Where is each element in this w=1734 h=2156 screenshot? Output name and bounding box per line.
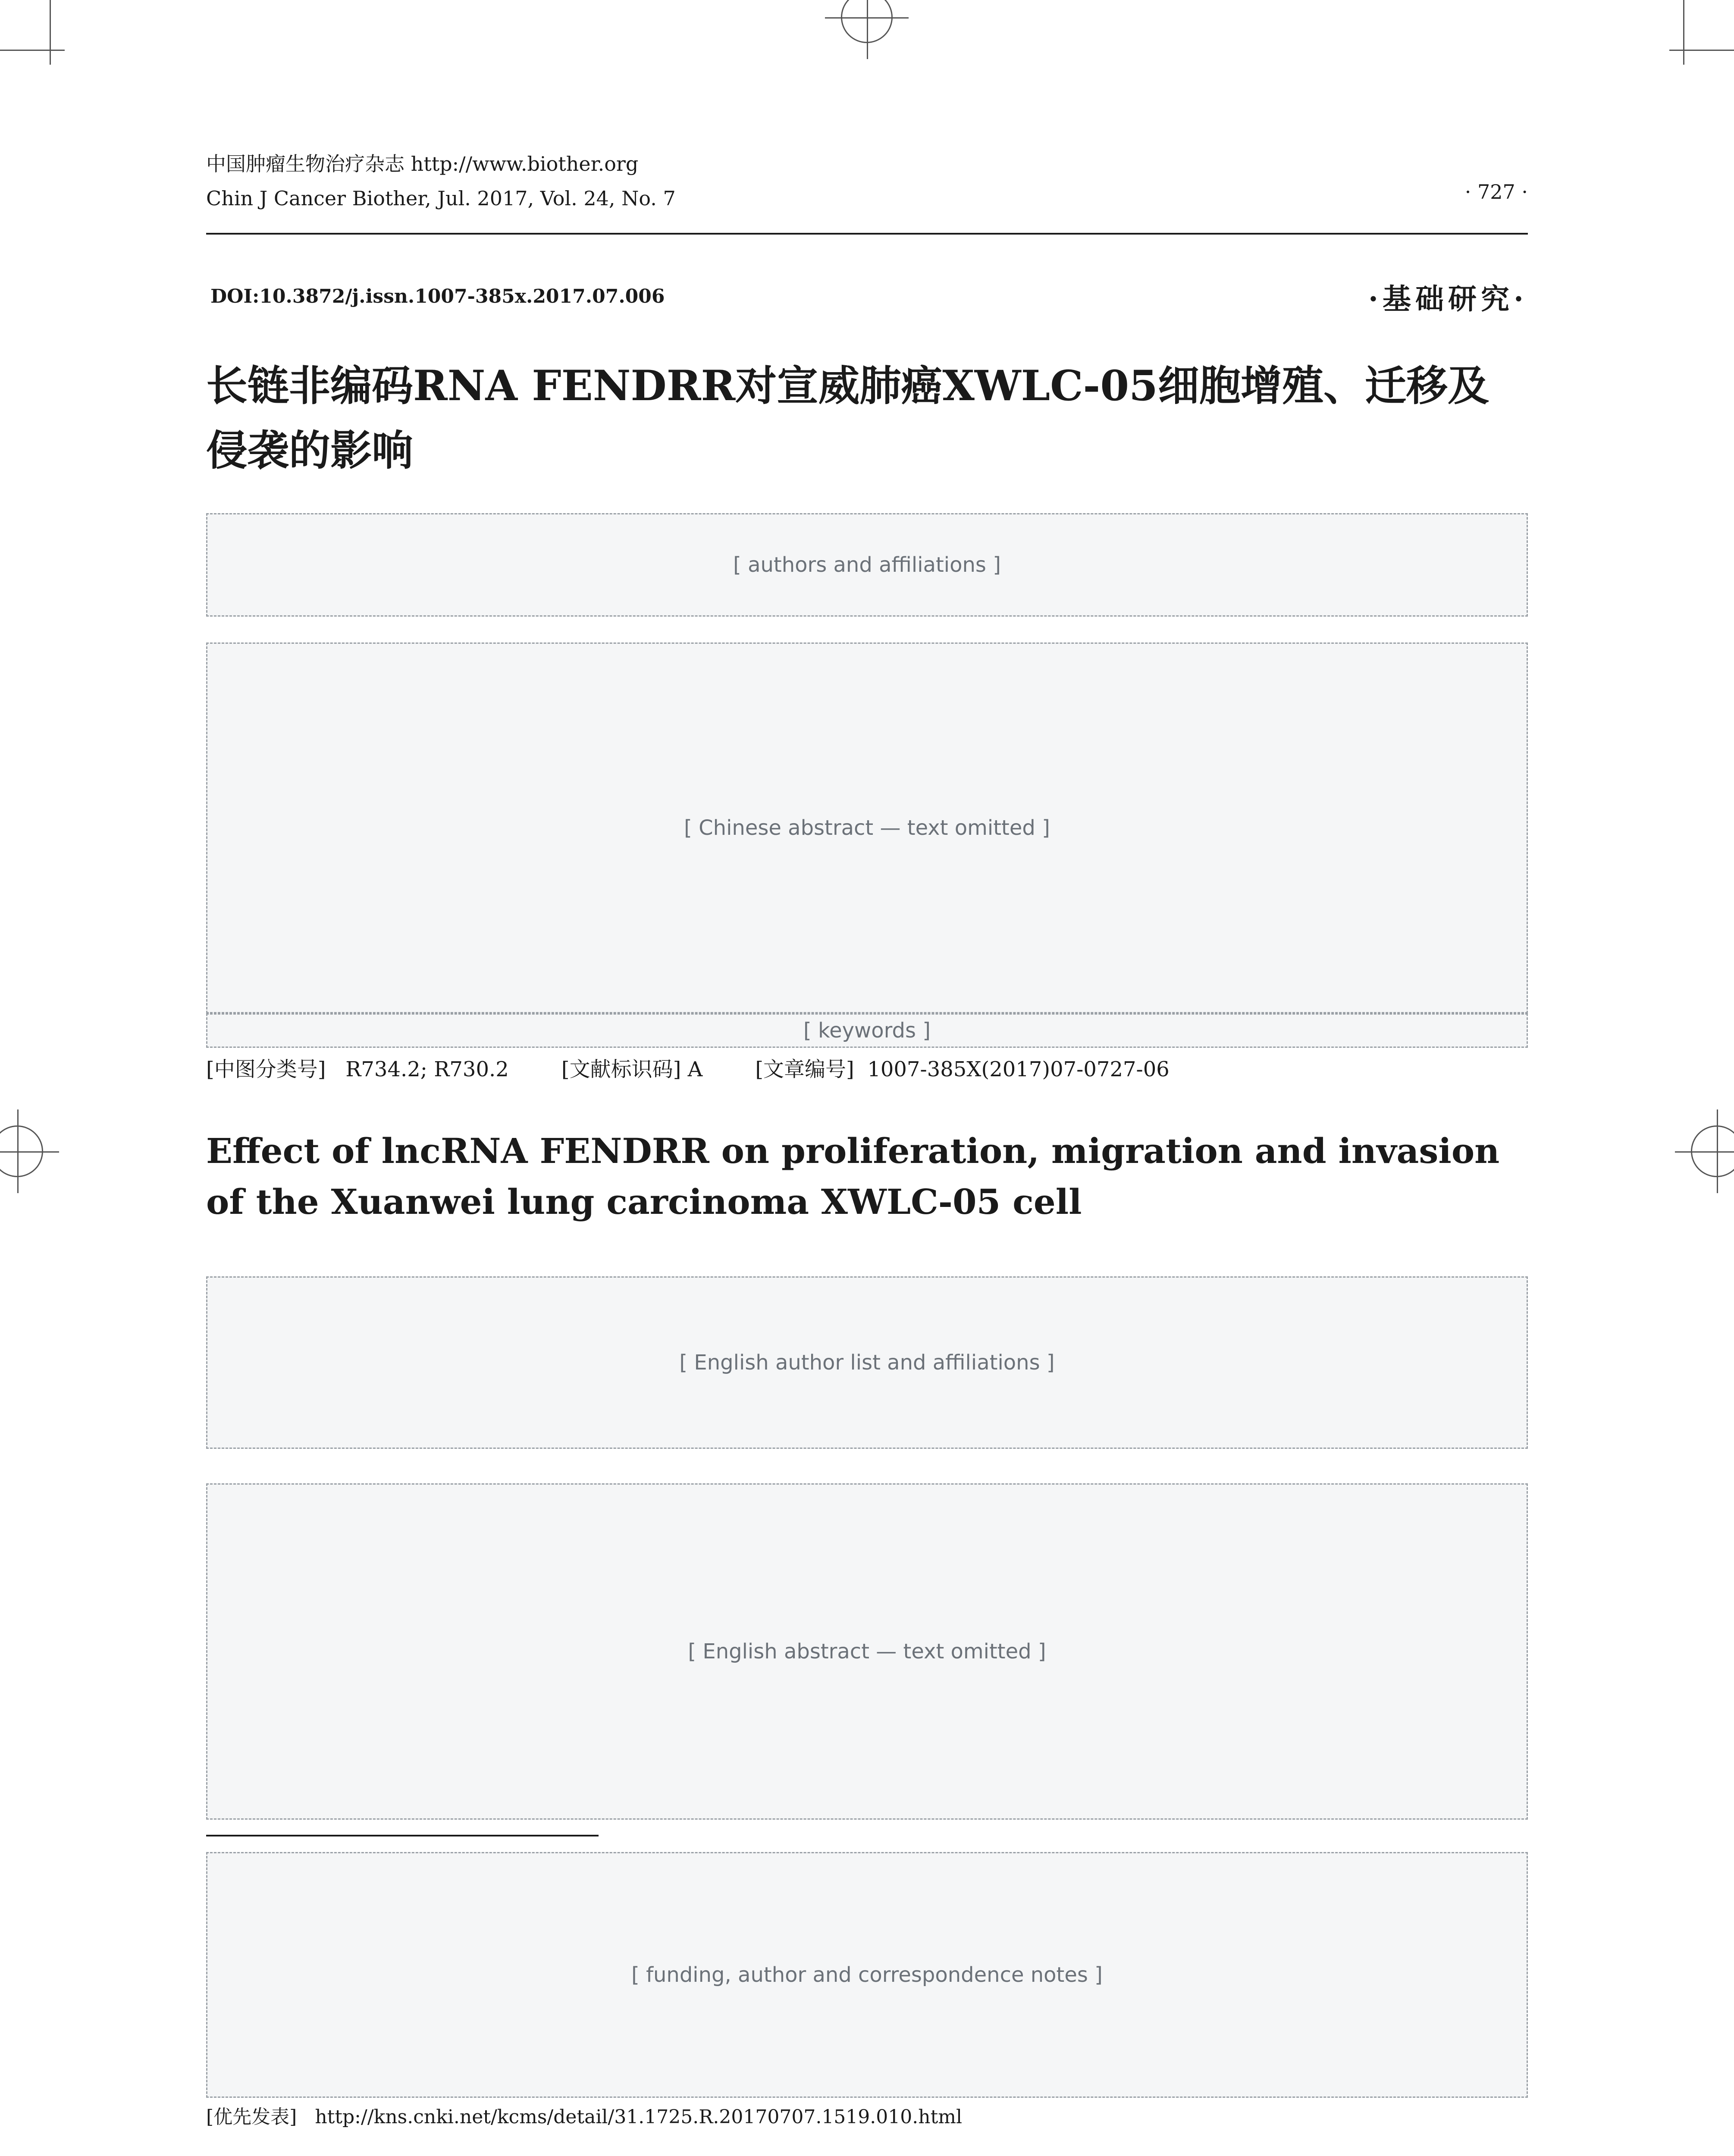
doi[interactable]: DOI:10.3872/j.issn.1007-385x.2017.07.006 <box>210 285 665 307</box>
journal-name: 中国肿瘤生物治疗杂志 <box>206 152 404 175</box>
journal-url[interactable]: http://www.biother.org <box>411 152 639 175</box>
crop-mark <box>1683 0 1684 65</box>
footnote-rule <box>206 1835 599 1836</box>
crop-mark <box>0 50 65 51</box>
authors-placeholder: [ authors and affiliations ] <box>206 513 1528 617</box>
registration-mark-icon <box>841 0 893 43</box>
article-title-en: Effect of lncRNA FENDRR on proliferation, migration and invasion of the Xuanwei lung carcinoma XWLC-05 cell <box>206 1131 1500 1222</box>
page-number: · 727 · <box>1464 180 1528 204</box>
crop-mark <box>50 0 51 65</box>
article-title: 长链非编码RNA FENDRR对宣威肺癌XWLC-05细胞增殖、迁移及侵袭的影响 <box>206 361 1489 475</box>
registration-mark-icon <box>0 1125 43 1177</box>
classification-line: [中图分类号] R734.2; R730.2 [文献标识码] A [文章编号] 1007-385X(2017)07-0727-06 <box>206 1057 1170 1081</box>
registration-mark-icon <box>1691 1125 1734 1177</box>
abstract-cn-placeholder: [ Chinese abstract — text omitted ] <box>206 642 1528 1013</box>
priority-footnote: [优先发表] http://kns.cnki.net/kcms/detail/31.1725.R.20170707.1519.010.html <box>206 2106 963 2128</box>
running-head <box>206 147 676 216</box>
footnotes-placeholder: [ funding, author and correspondence notes ] <box>206 1852 1528 2098</box>
priority-url[interactable]: http://kns.cnki.net/kcms/detail/31.1725.R.20170707.1519.010.html <box>315 2106 963 2128</box>
journal-citation: Chin J Cancer Biother, Jul. 2017, Vol. 24, No. 7 <box>206 187 676 210</box>
keywords-placeholder: [ keywords ] <box>206 1013 1528 1048</box>
header-rule <box>206 233 1528 235</box>
section-tag: ·基础研究· <box>1368 282 1528 316</box>
authors-en-placeholder: [ English author list and affiliations ] <box>206 1276 1528 1449</box>
abstract-en-placeholder: [ English abstract — text omitted ] <box>206 1483 1528 1820</box>
crop-mark <box>1669 50 1734 51</box>
